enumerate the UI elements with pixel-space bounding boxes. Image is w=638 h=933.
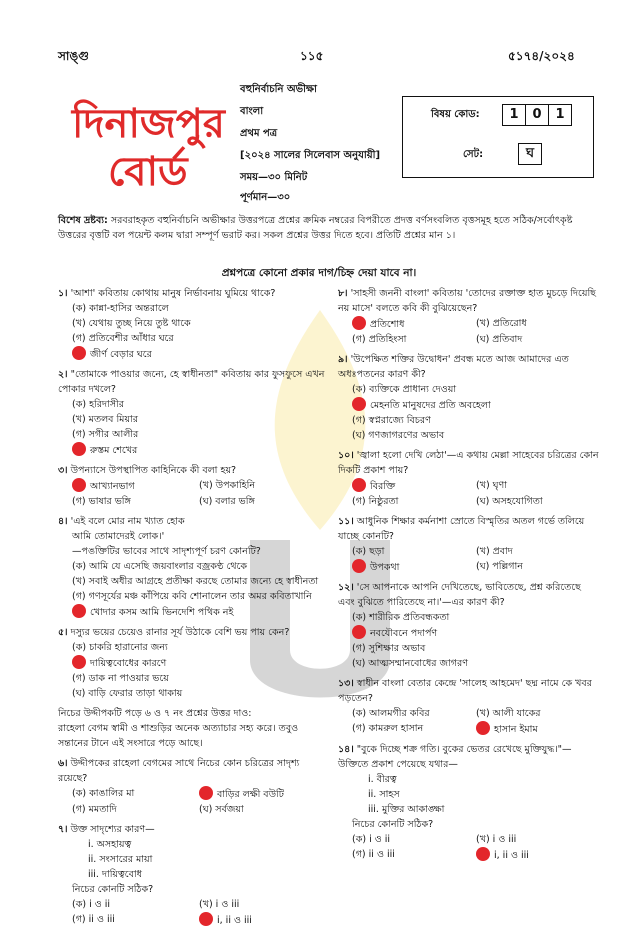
option: (ক) i ও ii xyxy=(352,834,391,845)
question-14 xyxy=(338,742,600,863)
question-number: ১১। xyxy=(338,516,354,527)
option-row xyxy=(352,332,600,347)
option: (গ) ডাক না পাওয়ার ভয়ে xyxy=(72,673,169,684)
set-value: ঘ xyxy=(518,143,542,165)
option: (গ) সগীর আলীর xyxy=(72,429,139,440)
question-4 xyxy=(58,514,326,620)
option: (গ) প্রতিহিংসা xyxy=(352,334,407,345)
option: (ঘ) পল্লিগান xyxy=(476,561,523,572)
answer-mark xyxy=(72,442,86,456)
option-row xyxy=(352,706,600,721)
option-label: i, ii ও iii xyxy=(494,850,529,861)
question-9 xyxy=(338,352,600,443)
option-label: নবযৌবনে পদার্পণ xyxy=(370,628,438,639)
option-marked xyxy=(352,478,476,494)
option-row xyxy=(72,802,326,817)
question-2 xyxy=(58,367,326,458)
option: (ঘ) গণজাগরণের অভাব xyxy=(352,430,445,441)
statement-item: ii. সংসারের মায়া xyxy=(88,854,153,865)
question-text: 'সাহসী জননী বাংলা' কবিতায় 'তোদের রক্তাক্ত হাত মুচড়ে দিয়েছি নয় মাসে' বলতে কবি কী বুঝিয়েছেন? xyxy=(338,288,596,314)
option: (গ) মমতাদি xyxy=(72,804,117,815)
option: (ঘ) বাড়ি ফেরার তাড়া থাকায় xyxy=(72,688,183,699)
option: (ঘ) আত্মসম্মানবোধের জাগরণ xyxy=(352,658,468,669)
question-6 xyxy=(58,756,326,817)
option-row xyxy=(352,721,600,737)
option-label: উপকথা xyxy=(370,562,400,573)
question-10 xyxy=(338,448,600,509)
question-number: ৭। xyxy=(58,824,68,835)
option-label: খোদার কসম আমি ভিনদেশি পথিক নই xyxy=(90,607,234,618)
instructions-text: সরবরাহকৃত বহুনির্বাচনি অভীক্ষার উত্তরপত্রে প্রশ্নের ক্রমিক নম্বরের বিপরীতে প্রদত্ত বর্ণসংবলিত বৃত্তসমূহ হতে সঠিক/সর্বোৎকৃষ্ট উত্তরের বৃত্তটি বল পয়েন্ট কলম দ্বারা সম্পূর্ণ ভরাট কর। সকল প্রশ্নের উত্তর দিতে হবে। প্রতিটি প্রশ্নের মান ১। xyxy=(58,215,573,241)
option-label: প্রতিশোধ xyxy=(370,319,405,330)
instructions xyxy=(58,213,596,243)
instructions-title: বিশেষ দ্রষ্টব্য: xyxy=(58,215,108,226)
left-question-column xyxy=(58,286,326,933)
board-name-line2: বোর্ড xyxy=(108,148,188,195)
syllabus-note: [২০২৪ সালের সিলেবাস অনুযায়ী] xyxy=(240,150,381,161)
board-name-line1: দিনাজপুর xyxy=(72,100,225,147)
option: (ক) চাকরি হারানোর জন্য xyxy=(72,642,168,653)
statement-item: iii. দায়িত্ববোধ xyxy=(88,869,142,880)
option-row xyxy=(352,559,600,575)
question-text: উদ্দীপকের রাহেলা বেগমের সাথে নিচের কোন চরিত্রের সাদৃশ্য রয়েছে? xyxy=(58,758,300,784)
question-text: "বুকে দিচ্ছে শক্র গতি। বুকের ভেতর রেখেছে মুক্তিযুদ্ধ।"—উক্তিতে প্রকাশ পেয়েছে যথার— xyxy=(338,744,572,770)
option-row xyxy=(352,847,600,863)
option: (খ) ঘৃণা xyxy=(476,480,508,491)
stimulus-block xyxy=(58,706,326,751)
option-label: রুস্তম শেখের xyxy=(90,445,138,456)
question-text: উপন্যাসে উপস্থাপিত কাহিনিকে কী বলা হয়? xyxy=(70,465,237,476)
option: (ঘ) বলার ভঙ্গি xyxy=(199,496,255,507)
option-label: বিরক্তি xyxy=(370,481,396,492)
option: (ক) শারীরিক প্রতিবন্ধকতা xyxy=(352,612,450,623)
quote-line: আমি তোমাদেরই লোক।' xyxy=(72,531,165,542)
option-label: জীর্ণ বেড়ার ঘরে xyxy=(90,349,152,360)
question-1 xyxy=(58,286,326,362)
option-row xyxy=(352,478,600,494)
answer-mark xyxy=(352,559,366,573)
question-number: ১। xyxy=(58,288,68,299)
page-number: ১১৫ xyxy=(300,49,324,63)
question-number: ২। xyxy=(58,369,68,380)
code-digit: 0 xyxy=(525,104,549,126)
option-label: মেহনতি মানুষদের প্রতি অবহেলা xyxy=(370,400,491,411)
question-3 xyxy=(58,463,326,509)
question-number: ৫। xyxy=(58,627,68,638)
option-marked xyxy=(72,604,326,620)
question-number: ১০। xyxy=(338,450,354,461)
question-number: ৩। xyxy=(58,465,68,476)
answer-mark xyxy=(72,346,86,360)
option-label: হাসান ইমাম xyxy=(494,724,538,735)
option-row xyxy=(72,912,326,928)
option: (খ) প্রবাদ xyxy=(476,546,513,557)
option-marked xyxy=(476,721,600,737)
statement-item: i. অসহায়ত্ব xyxy=(88,839,132,850)
answer-mark xyxy=(199,786,213,800)
answer-mark xyxy=(199,912,213,926)
option-marked xyxy=(352,559,476,575)
question-text: আধুনিক শিক্ষার কর্মনাশা স্রোতে বিস্মৃতির অতল গর্ভে তলিয়ে যাচ্ছে কোনটি? xyxy=(338,516,585,542)
question-text: দস্যুর ভয়ের চেয়েও রানার সূর্য উঠাকে বেশি ভয় পায় কেন? xyxy=(70,627,290,638)
option: (গ) সুশিক্ষার অভাব xyxy=(352,643,426,654)
exam-type: বহুনির্বাচনি অভীক্ষা xyxy=(240,84,317,95)
question-5 xyxy=(58,625,326,701)
question-8 xyxy=(338,286,600,347)
question-7 xyxy=(58,822,326,928)
option: (ঘ) সর্বজয়া xyxy=(199,804,244,815)
option: (ক) ছড়া xyxy=(352,546,385,557)
question-ask: নিচের কোনটি সঠিক? xyxy=(352,819,434,830)
answer-mark xyxy=(352,478,366,492)
option: (গ) প্রতিবেশীর আঁধার ঘরে xyxy=(72,333,174,344)
option-marked xyxy=(72,655,326,671)
statement-item: i. বীরত্ব xyxy=(368,774,397,785)
set-label: সেট: xyxy=(463,149,484,160)
answer-mark xyxy=(72,604,86,618)
question-number: ১২। xyxy=(338,582,354,593)
option: (গ) স্বপ্নরাজ্যে বিচরণ xyxy=(352,415,431,426)
option-label: i, ii ও iii xyxy=(217,915,252,926)
question-text: 'সে আপনাকে আপনি দেখিতেছে, ভাবিতেছে, প্রশ্ন করিতেছে এবং বুঝিতে পারিতেছে না।'—এর কারণ কী? xyxy=(338,582,581,608)
option-marked xyxy=(72,442,326,458)
option-row xyxy=(72,897,326,912)
question-13 xyxy=(338,676,600,737)
option-marked xyxy=(199,786,326,802)
option-row xyxy=(352,316,600,332)
paper-name: প্রথম পত্র xyxy=(240,128,278,139)
quote-line: 'এই বলে মোর নাম খ্যাত হোক xyxy=(70,516,185,527)
code-digit: 1 xyxy=(548,104,572,126)
option: (খ) উপকাহিনি xyxy=(199,480,256,491)
option-row xyxy=(352,494,600,509)
subject-code-label: বিষয় কোড: xyxy=(431,109,480,120)
question-number: ৯। xyxy=(338,354,348,365)
option: (ক) আলমগীর কবির xyxy=(352,708,430,719)
option: (ক) কাঙালির মা xyxy=(72,788,135,799)
answer-mark xyxy=(352,625,366,639)
option: (গ) ii ও iii xyxy=(72,914,115,925)
option-marked xyxy=(476,847,600,863)
option: (খ) i ও iii xyxy=(476,834,517,845)
question-number: ১৩। xyxy=(338,678,354,689)
option-marked xyxy=(72,478,199,494)
option-marked xyxy=(352,316,476,332)
option: (ক) ব্যক্তিকে প্রাধান্য দেওয়া xyxy=(352,384,457,395)
header-left-text: সাঙ্গু xyxy=(58,49,89,63)
option: (খ) প্রতিরোধ xyxy=(476,318,527,329)
option-marked xyxy=(199,912,326,928)
question-text: উক্ত সাদৃশ্যের কারণ— xyxy=(70,824,155,835)
question-text: "তোমাকে পাওয়ার জন্যে, হে স্বাধীনতা" কবিতায় কার ফুসফুসে এখন পোকার দখলে? xyxy=(58,369,325,395)
question-12 xyxy=(338,580,600,671)
option: (গ) ভাষার ভঙ্গি xyxy=(72,496,131,507)
option-row xyxy=(72,494,326,509)
option: (ক) কান্না-হাসির অন্তরালে xyxy=(72,303,169,314)
subject-code-digits xyxy=(503,103,572,126)
stimulus-text: রাহেলা বেগম স্বামী ও শাশুড়ির অনেক অত্যাচার সহ্য করে। তবুও সন্তানের টানে এই সংসারে পড়ে আছে। xyxy=(58,723,299,749)
option-marked xyxy=(72,346,326,362)
statement-item: iii. মুক্তির আকাঙ্ক্ষা xyxy=(368,804,445,815)
option: (ঘ) প্রতিবাদ xyxy=(476,334,523,345)
full-marks: পূর্ণমান—৩০ xyxy=(240,192,291,203)
option-label: দায়িত্ববোধের কারণে xyxy=(90,658,167,669)
statement-item: ii. সাহস xyxy=(368,789,400,800)
no-mark-note: প্রশ্নপত্রে কোনো প্রকার দাগ/চিহ্ন দেয়া যাবে না। xyxy=(221,267,417,279)
option: (ক) i ও ii xyxy=(72,899,111,910)
option-marked xyxy=(352,625,600,641)
question-ask: নিচের কোনটি সঠিক? xyxy=(72,884,154,895)
option-row xyxy=(352,544,600,559)
question-text: 'উপেক্ষিত শক্তির উদ্বোধন' প্রবন্ধ মতে আজ আমাদের এত অধঃপতনের কারণ কী? xyxy=(338,354,569,380)
option: (খ) মতলব মিয়ার xyxy=(72,414,139,425)
option-label: বাড়ির লক্ষী বউটি xyxy=(217,789,284,800)
question-number: ৮। xyxy=(338,288,348,299)
exam-time: সময়—৩০ মিনিট xyxy=(240,172,308,183)
answer-mark xyxy=(352,397,366,411)
option: (ক) আমি যে এসেছি জয়বাংলার বজ্রকণ্ঠ থেকে xyxy=(72,561,247,572)
answer-mark xyxy=(476,847,490,861)
option: (গ) কামরুল হাসান xyxy=(352,723,424,734)
answer-mark xyxy=(72,655,86,669)
paper-code: ৫১৭৪/২০২৪ xyxy=(508,49,575,63)
option-row xyxy=(352,832,600,847)
option: (গ) ii ও iii xyxy=(352,849,395,860)
question-number: ১৪। xyxy=(338,744,354,755)
subject-code-box xyxy=(402,96,594,178)
option: (গ) গণসূর্যের মঞ্চ কাঁপিয়ে কবি শোনালেন তার অমর কবিতাখানি xyxy=(72,591,312,602)
answer-mark xyxy=(352,316,366,330)
option: (ঘ) অসহযোগিতা xyxy=(476,496,543,507)
answer-mark xyxy=(72,478,86,492)
option-row xyxy=(72,478,326,494)
question-number: ৬। xyxy=(58,758,68,769)
question-text: 'আশা' কবিতায় কোথায় মানুষ নির্ভাবনায় ঘুমিয়ে থাকে? xyxy=(70,288,276,299)
right-question-column xyxy=(338,286,600,868)
stimulus-intro: নিচের উদ্দীপকটি পড়ে ৬ ও ৭ নং প্রশ্নের উত্তর দাও: xyxy=(58,708,252,719)
option: (গ) নিষ্ঠুরতা xyxy=(352,496,399,507)
option-label: আখ্যানভাগ xyxy=(90,481,135,492)
option: (খ) আলী যাকের xyxy=(476,708,541,719)
subject-name: বাংলা xyxy=(240,106,264,117)
option: (খ) যেথায় তুচ্ছ নিয়ে তুষ্ট থাকে xyxy=(72,318,191,329)
question-text: স্বাধীন বাংলা বেতার কেন্দ্রে 'সালেহ আহমেদ' ছদ্ম নামে কে খবর পড়তেন? xyxy=(338,678,592,704)
code-digit: 1 xyxy=(502,104,526,126)
question-number: ৪। xyxy=(58,516,68,527)
question-text: —পঙক্তিটির ভাবের সাথে সাদৃশ্যপূর্ণ চরণ কোনটি? xyxy=(72,546,261,557)
option: (ক) হরিদাসীর xyxy=(72,399,124,410)
option-row xyxy=(72,786,326,802)
answer-mark xyxy=(476,721,490,735)
question-text: 'জ্বালা হলো দেখি লেঠা'—এ কথায় মেল্লা সাহেবের চরিত্রের কোন দিকটি প্রকাশ পায়? xyxy=(338,450,599,476)
option: (খ) i ও iii xyxy=(199,899,240,910)
option: (খ) সবাই অধীর আগ্রহে প্রতীক্ষা করছে তোমার জন্যে হে স্বাধীনতা xyxy=(72,576,319,587)
option-marked xyxy=(352,397,600,413)
question-11 xyxy=(338,514,600,575)
